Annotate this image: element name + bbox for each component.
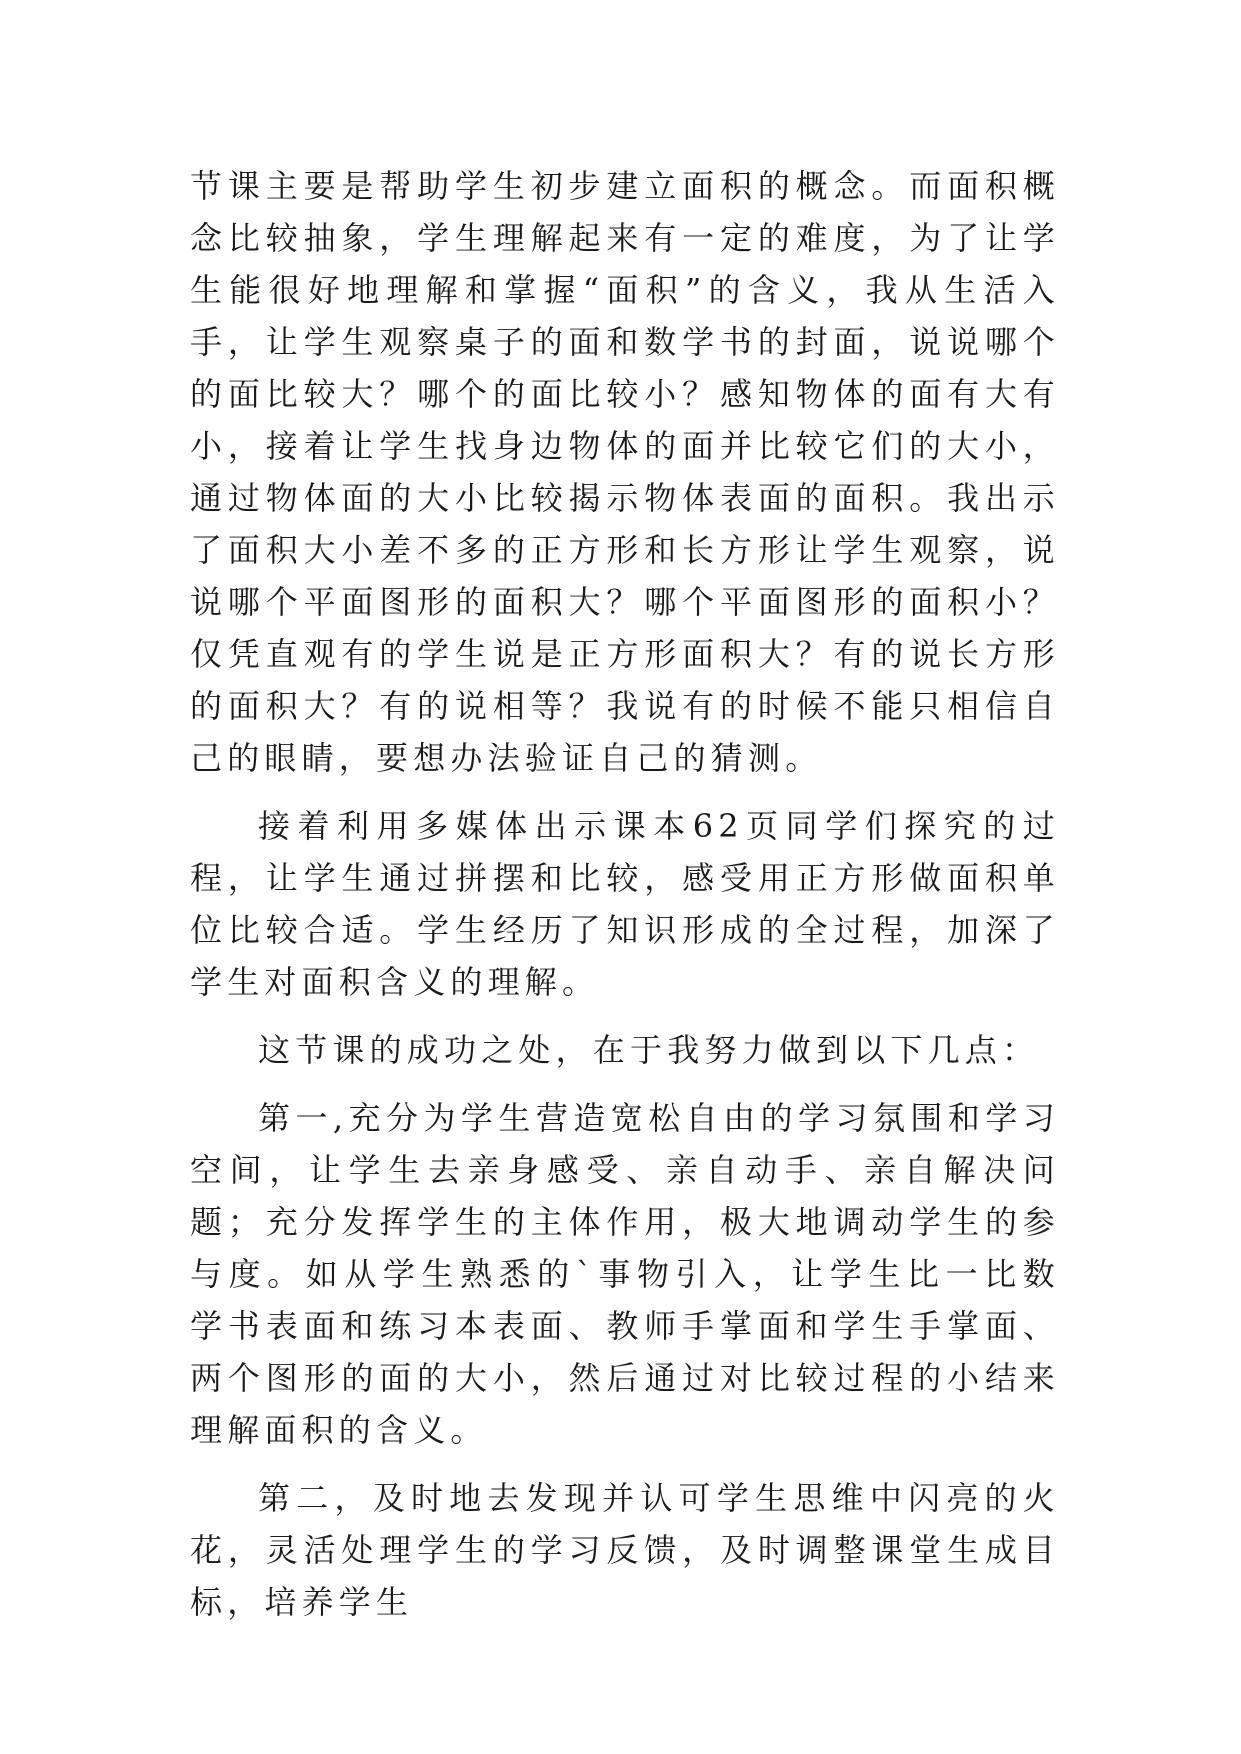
paragraph-4: 第一,充分为学生营造宽松自由的学习氛围和学习空间，让学生去亲身感受、亲自动手、亲自解决问题；充分发挥学生的主体作用，极大地调动学生的参与度。如从学生熟悉的`事物引入，让学生比一比数学书表面和练习本表面、教师手掌面和学生手掌面、两个图形的面的大小，然后通过对比较过程的小结来理解面积的含义。 [190, 1099, 1060, 1449]
paragraph-1: 节课主要是帮助学生初步建立面积的概念。而面积概念比较抽象，学生理解起来有一定的难度，为了让学生能很好地理解和掌握“面积”的含义，我从生活入手，让学生观察桌子的面和数学书的封面，说说哪个的面比较大？哪个的面比较小？感知物体的面有大有小，接着让学生找身边物体的面并比较它们的大小，通过物体面的大小比较揭示物体表面的面积。我出示了面积大小差不多的正方形和长方形让学生观察，说说哪个平面图形的面积大？哪个平面图形的面积小？仅凭直观有的学生说是正方形面积大？有的说长方形的面积大？有的说相等？我说有的时候不能只相信自己的眼睛，要想办法验证自己的猜测。 [190, 167, 1060, 777]
paragraph-2: 接着利用多媒体出示课本62页同学们探究的过程，让学生通过拼摆和比较，感受用正方形做面积单位比较合适。学生经历了知识形成的全过程，加深了学生对面积含义的理解。 [190, 807, 1060, 1001]
document-body [190, 160, 1060, 1644]
paragraph-5: 第二，及时地去发现并认可学生思维中闪亮的火花，灵活处理学生的学习反馈，及时调整课堂生成目标，培养学生 [190, 1479, 1060, 1621]
paragraph-3: 这节课的成功之处，在于我努力做到以下几点： [258, 1031, 1040, 1069]
